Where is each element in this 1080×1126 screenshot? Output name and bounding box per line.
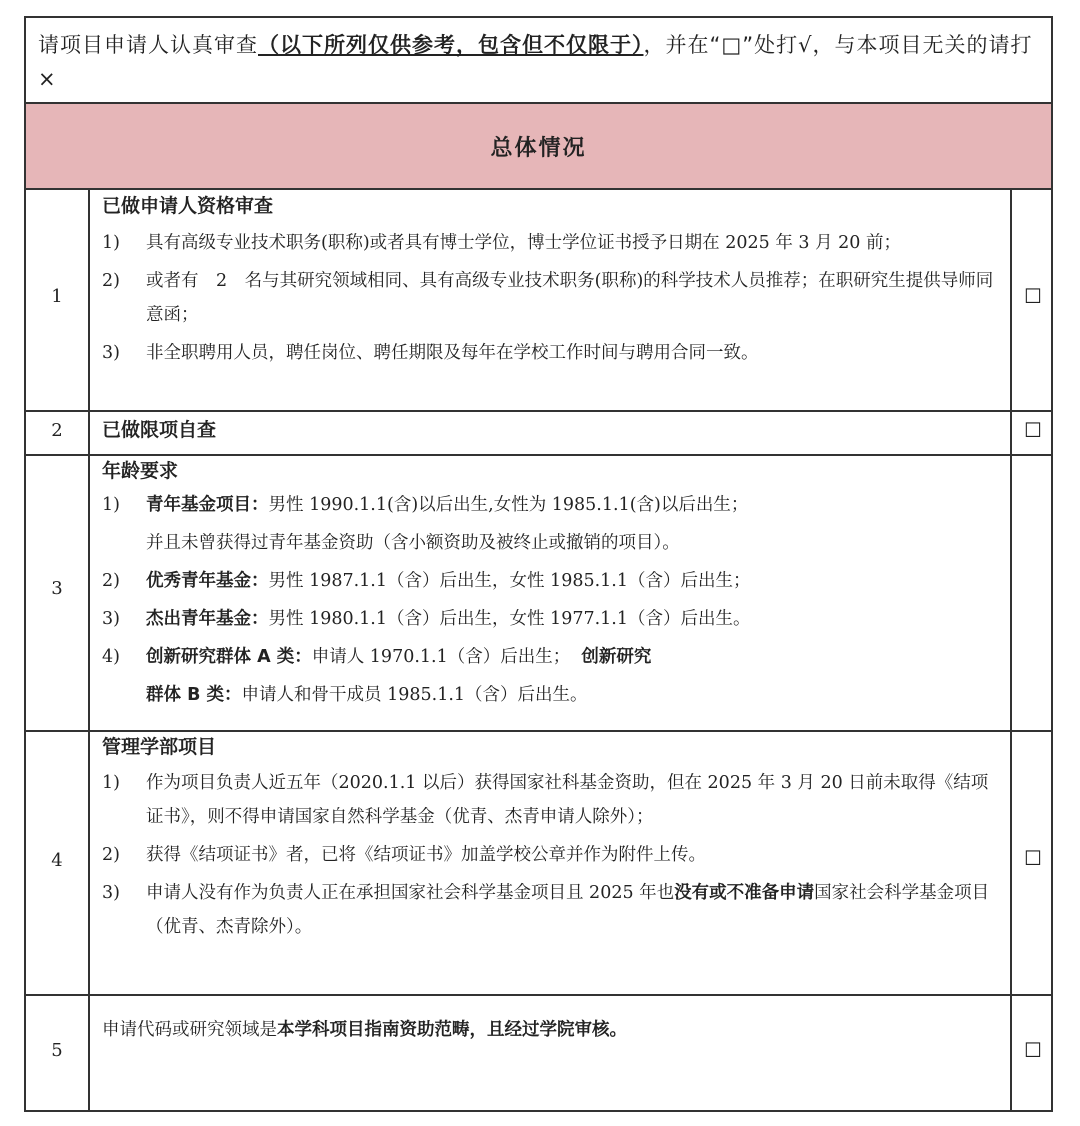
row-1-content [102,192,1002,370]
row-number: 3 [51,578,63,599]
item-text: 或者有 2 名与其研究领域相同、具有高级专业技术职务(职称)的科学技术人员推荐；在职研究生提供导师同意函； [146,271,994,325]
row-title: 已做申请人资格审查 [102,195,274,217]
item-label: 青年基金项目： [146,495,269,515]
intro-text-1: 请项目申请人认真审查 [38,33,258,57]
row-emphasis: 本学科项目指南资助范畴，且经过学院审核。 [277,1020,627,1040]
list-item [102,766,1002,834]
divider [26,410,1051,412]
item-number: 4) [102,647,120,667]
item-number: 3) [102,609,120,629]
checkbox[interactable]: ☐ [1024,418,1042,442]
item-number: 1) [102,495,120,515]
section-header [26,104,1051,188]
item-number: 2) [102,271,120,291]
row-title: 已做限项自查 [102,419,217,441]
list-item [102,264,1002,332]
item-text: 获得《结项证书》者，已将《结项证书》加盖学校公章并作为附件上传。 [146,845,706,865]
list-item [102,562,1002,600]
row-number: 5 [51,1040,63,1061]
item-text: 具有高级专业技术职务(职称)或者具有博士学位，博士学位证书授予日期在 2025 年 3 月 20 前； [146,233,901,253]
row-title: 管理学部项目 [102,736,217,758]
divider [26,730,1051,732]
row-5-content [102,1016,1002,1044]
item-text: 男性 1990.1.1(含)以后出生,女性为 1985.1.1(含)以后出生； [268,495,749,515]
item-label: 杰出青年基金： [146,609,269,629]
section-title: 总体情况 [490,135,587,161]
item-label: 群体 B 类： [146,685,242,705]
divider [26,994,1051,996]
item-text: 男性 1980.1.1（含）后出生，女性 1977.1.1（含）后出生。 [268,609,751,629]
item-number: 1) [102,773,120,793]
row-2-content [102,416,1002,444]
item-text: 并且未曾获得过青年基金资助（含小额资助及被终止或撤销的项目）。 [146,533,680,553]
item-text: 男性 1987.1.1（含）后出生，女性 1985.1.1（含）后出生； [268,571,751,591]
divider [88,188,90,1112]
row-number: 1 [51,286,63,307]
item-label: 创新研究 [581,647,652,667]
item-label: 优秀青年基金： [146,571,269,591]
list-item [102,600,1002,638]
list-item-continued [102,676,1002,714]
item-text: 申请人 1970.1.1（含）后出生； [311,647,571,667]
divider [26,188,1051,190]
item-number: 2) [102,845,120,865]
checkbox[interactable]: ☐ [1024,1038,1042,1062]
list-item [102,838,1002,872]
item-number: 2) [102,571,120,591]
list-item [102,638,1002,676]
list-item-continued [102,524,1002,562]
divider [1010,188,1012,1112]
row-title: 年龄要求 [102,460,179,482]
item-text: 申请人和骨干成员 1985.1.1（含）后出生。 [241,685,588,705]
list-item [102,336,1002,370]
intro-instructions [38,28,1043,96]
item-emphasis: 没有或不准备申请 [674,883,815,903]
item-text: 作为项目负责人近五年（2020.1.1 以后）获得国家社科基金资助，但在 2025 年 3 月 20 日前未取得《结项证书》，则不得申请国家自然科学基金（优青、杰青申请人除外）； [146,773,989,827]
item-text: 国家社会科学基金项目（优青、杰青除外）。 [146,883,990,937]
intro-text-2: ，并在“□”处打√，与本项目无关的请打× [38,33,1033,91]
row-number: 2 [51,420,63,441]
list-item [102,486,1002,524]
divider [26,454,1051,456]
item-label: 创新研究群体 A 类： [146,647,312,667]
row-3-content [102,458,1002,714]
row-4-content [102,734,1002,944]
item-number: 1) [102,233,120,253]
item-text: 非全职聘用人员，聘任岗位、聘任期限及每年在学校工作时间与聘用合同一致。 [146,343,759,363]
item-number: 3) [102,883,120,903]
item-text: 申请人没有作为负责人正在承担国家社会科学基金项目且 2025 年也 [146,883,675,903]
list-item [102,876,1002,944]
list-item [102,226,1002,260]
item-number: 3) [102,343,120,363]
row-text: 申请代码或研究领域是 [102,1020,277,1040]
checklist-table [24,16,1053,1112]
intro-underlined-note: （以下所列仅供参考，包含但不仅限于） [258,33,644,57]
checkbox[interactable]: ☐ [1024,846,1042,870]
row-number: 4 [51,850,63,871]
checkbox[interactable]: ☐ [1024,284,1042,308]
